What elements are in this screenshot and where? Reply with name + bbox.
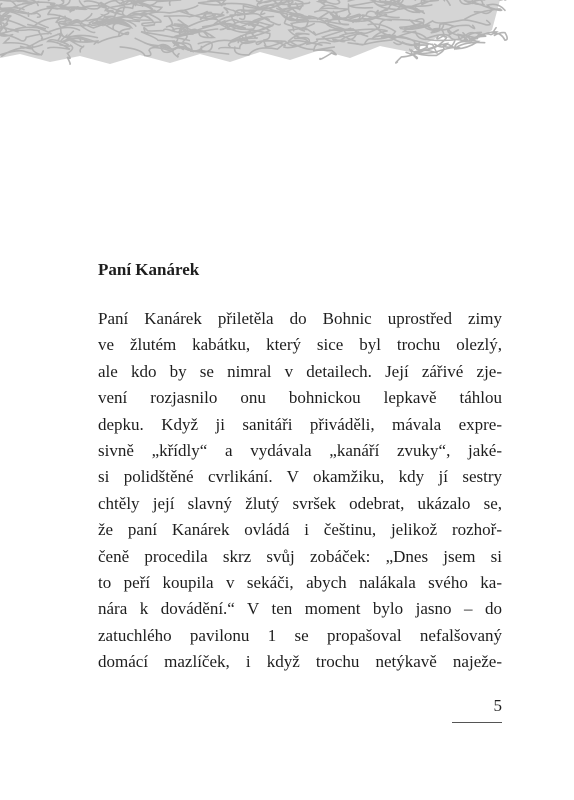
text-line: ale kdo by se nimral v detailech. Její zářivé zje-: [98, 361, 502, 381]
text-line: chtěly její slavný žlutý svršek odebrat, ukázalo se,: [98, 493, 502, 513]
scribble-decoration-icon: [0, 0, 574, 68]
text-line: Paní Kanárek přiletěla do Bohnic uprostřed zimy: [98, 309, 502, 328]
page-number-rule: [452, 722, 502, 723]
text-line: depku. Když ji sanitáři přiváděli, mávala expre-: [98, 414, 502, 434]
text-line: nára k dovádění.“ V ten moment bylo jasno – do: [98, 599, 502, 619]
text-line: vení rozjasnilo onu bohnickou lepkavě táhlou: [98, 388, 502, 408]
text-line: že paní Kanárek ovládá i češtinu, jelikož rozhoř-: [98, 520, 502, 540]
body-paragraph: [98, 306, 502, 675]
chapter-title: Paní Kanárek: [98, 260, 200, 279]
text-line: sivně „křídly“ a vydávala „kanáří zvuky“, jaké-: [98, 440, 502, 460]
text-line: domácí mazlíček, i když trochu netýkavě naježe-: [98, 652, 502, 672]
text-line: si polidštěné cvrlikání. V okamžiku, kdy jí sestry: [98, 467, 502, 487]
page-number: 5: [493, 696, 502, 715]
text-line: ve žlutém kabátku, který sice byl trochu olezlý,: [98, 335, 502, 355]
text-line: zatuchlého pavilonu 1 se propašoval nefalšovaný: [98, 625, 502, 645]
text-line: čeně procedila skrz svůj zobáček: „Dnes jsem si: [98, 546, 502, 566]
text-line: to peří koupila v sekáči, abych nalákala svého ka-: [98, 572, 502, 592]
